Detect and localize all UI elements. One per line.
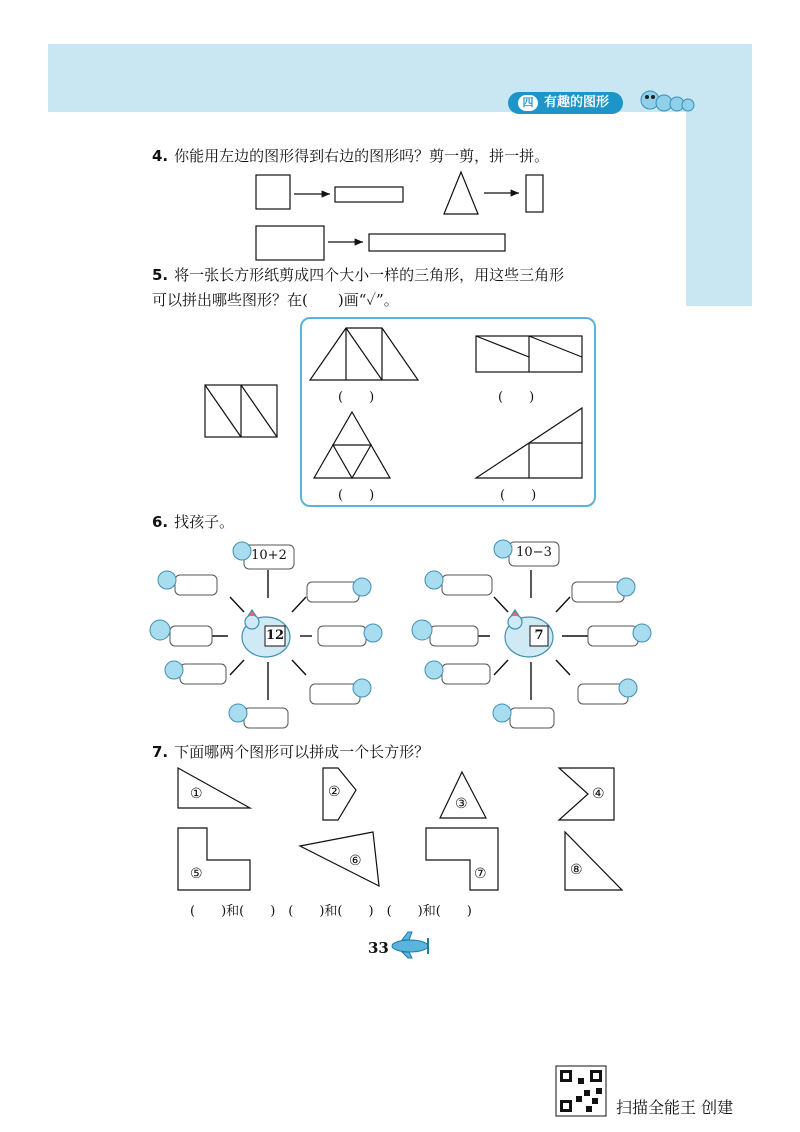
q7-text: 下面哪两个图形可以拼成一个长方形？ (174, 743, 430, 761)
q4-number: 4. (152, 147, 169, 165)
q5-answer-paren-3[interactable]: ( ) (338, 488, 375, 503)
q6-left-center-number: 12 (265, 628, 285, 643)
q7-label-1: ① (190, 786, 203, 802)
q7-label-7: ⑦ (474, 866, 487, 882)
q5-answer-paren-2[interactable]: ( ) (498, 390, 535, 405)
q6-text: 找孩子。 (174, 513, 235, 531)
q7-number: 7. (152, 743, 169, 761)
q6-left-top-expression: 10+2 (251, 548, 287, 563)
q5-text-line1: 将一张长方形纸剪成四个大小一样的三角形，用这些三角形 (174, 266, 565, 284)
q7-label-3: ③ (455, 796, 468, 812)
q7-label-5: ⑤ (190, 866, 203, 882)
q7-answer-line[interactable]: ( )和( ) ( )和( ) ( )和( ) (190, 904, 472, 919)
q6-right-center-number: 7 (534, 628, 544, 643)
q5-number: 5. (152, 266, 169, 284)
q7-label-6: ⑥ (349, 853, 362, 869)
q6-number: 6. (152, 513, 169, 531)
chapter-number: 四 (518, 95, 538, 111)
page-number: 33 (368, 939, 389, 957)
chapter-title: 有趣的图形 (544, 95, 610, 110)
q7-label-8: ⑧ (570, 862, 583, 878)
q4-text: 你能用左边的图形得到右边的图形吗？剪一剪，拼一拼。 (174, 147, 550, 165)
scanner-watermark: 扫描全能王 创建 (616, 1098, 734, 1117)
q5-answer-paren-1[interactable]: ( ) (338, 390, 375, 405)
q7-label-4: ④ (592, 786, 605, 802)
q6-right-top-expression: 10−3 (516, 545, 552, 560)
q7-label-2: ② (328, 784, 341, 800)
q5-text-line2: 可以拼出哪些图形？在( )画“✓”。 (152, 291, 399, 309)
q5-answer-paren-4[interactable]: ( ) (500, 488, 537, 503)
